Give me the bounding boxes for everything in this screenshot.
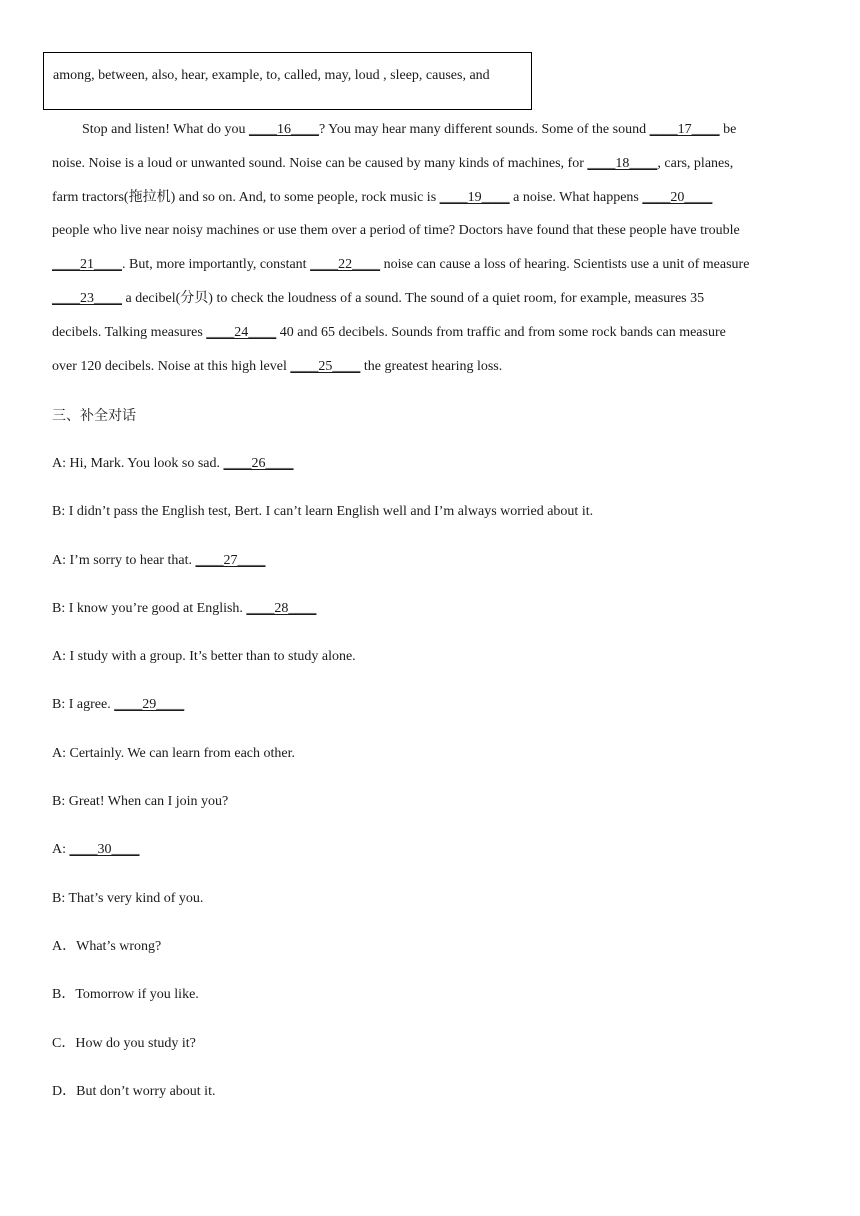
- word-bank-box: [43, 52, 532, 110]
- answer-blank[interactable]: ____25____: [290, 358, 361, 374]
- text-segment: C．How do you study it?: [52, 1035, 196, 1051]
- text-segment: A: Hi, Mark. You look so sad.: [52, 456, 224, 471]
- text-segment: B: I know you’re good at English.: [52, 600, 247, 616]
- answer-blank[interactable]: ____24____: [206, 324, 277, 340]
- text-segment: A．What’s wrong?: [52, 938, 162, 954]
- text-segment: noise can cause a loss of hearing. Scientists use a unit of measure: [380, 257, 750, 273]
- dialogue-line: [52, 548, 812, 596]
- text-segment: A: Certainly. We can learn from each other.: [52, 745, 295, 761]
- dialogue-line: [52, 596, 812, 644]
- text-segment: be: [719, 122, 737, 137]
- cloze-passage: [52, 116, 822, 386]
- answer-blank[interactable]: ____26____: [223, 456, 294, 471]
- passage-line: [52, 353, 822, 387]
- dialogue-line: [52, 886, 812, 934]
- passage-line: [52, 251, 822, 285]
- text-segment: B: I didn’t pass the English test, Bert. I can’t learn English well and I’m always worried about it.: [52, 504, 594, 520]
- dialogue-line: [52, 451, 812, 499]
- dialogue-line: [52, 1031, 812, 1079]
- answer-blank[interactable]: ____29____: [114, 697, 185, 713]
- text-segment: a noise. What happens: [509, 189, 643, 205]
- answer-blank[interactable]: ____30____: [69, 842, 140, 858]
- passage-line: [52, 150, 822, 184]
- text-segment: noise. Noise is a loud or unwanted sound. Noise can be caused by many kinds of machines, for: [52, 155, 588, 171]
- dialogue-line: [52, 1079, 812, 1127]
- answer-blank[interactable]: ____21____: [52, 257, 122, 273]
- answer-blank[interactable]: ____19____: [439, 189, 510, 205]
- answer-blank[interactable]: ____17____: [649, 122, 720, 137]
- text-segment: Stop and listen! What do you: [82, 122, 249, 137]
- dialogue-line: [52, 982, 812, 1030]
- dialogue-line: [52, 741, 812, 789]
- answer-blank[interactable]: ____28____: [246, 600, 317, 616]
- text-segment: B．Tomorrow if you like.: [52, 987, 199, 1003]
- section-heading: 三、补全对话: [52, 408, 136, 424]
- text-segment: A:: [52, 842, 70, 858]
- dialogue-line: [52, 499, 812, 547]
- dialogue-line: [52, 934, 812, 982]
- text-segment: B: I agree.: [52, 697, 115, 713]
- text-segment: B: Great! When can I join you?: [52, 794, 229, 810]
- text-segment: ? You may hear many different sounds. Some of the sound: [318, 122, 650, 137]
- text-segment: a decibel(分贝) to check the loudness of a sound. The sound of a quiet room, for example, measures 35: [122, 290, 705, 306]
- text-segment: . But, more importantly, constant: [122, 257, 311, 273]
- answer-blank[interactable]: ____20____: [642, 189, 713, 205]
- answer-blank[interactable]: ____27____: [195, 552, 266, 568]
- dialogue-section: [52, 451, 812, 1127]
- text-segment: B: That’s very kind of you.: [52, 890, 204, 906]
- dialogue-line: [52, 692, 812, 740]
- passage-line: [52, 116, 822, 150]
- passage-line: [52, 184, 822, 218]
- passage-line: [52, 319, 822, 353]
- passage-line: [52, 285, 822, 319]
- dialogue-line: [52, 789, 812, 837]
- text-segment: people who live near noisy machines or use them over a period of time? Doctors have found that these people have trouble: [52, 223, 740, 239]
- text-segment: A: I study with a group. It’s better than to study alone.: [52, 649, 356, 665]
- text-segment: farm tractors(拖拉机) and so on. And, to some people, rock music is: [52, 189, 440, 205]
- answer-blank[interactable]: ____23____: [52, 290, 122, 306]
- passage-line: [52, 217, 822, 251]
- dialogue-line: [52, 644, 812, 692]
- dialogue-line: [52, 837, 812, 885]
- text-segment: A: I’m sorry to hear that.: [52, 552, 196, 568]
- word-bank-text: among, between, also, hear, example, to, called, may, loud , sleep, causes, and: [53, 68, 490, 83]
- answer-blank[interactable]: ____22____: [310, 257, 381, 273]
- answer-blank[interactable]: ____18____: [587, 155, 658, 171]
- text-segment: , cars, planes,: [657, 155, 734, 171]
- answer-blank[interactable]: ____16____: [248, 122, 319, 137]
- text-segment: the greatest hearing loss.: [360, 358, 503, 374]
- text-segment: 40 and 65 decibels. Sounds from traffic and from some rock bands can measure: [276, 324, 726, 340]
- text-segment: D．But don’t worry about it.: [52, 1083, 216, 1099]
- text-segment: over 120 decibels. Noise at this high level: [52, 358, 291, 374]
- text-segment: decibels. Talking measures: [52, 324, 207, 340]
